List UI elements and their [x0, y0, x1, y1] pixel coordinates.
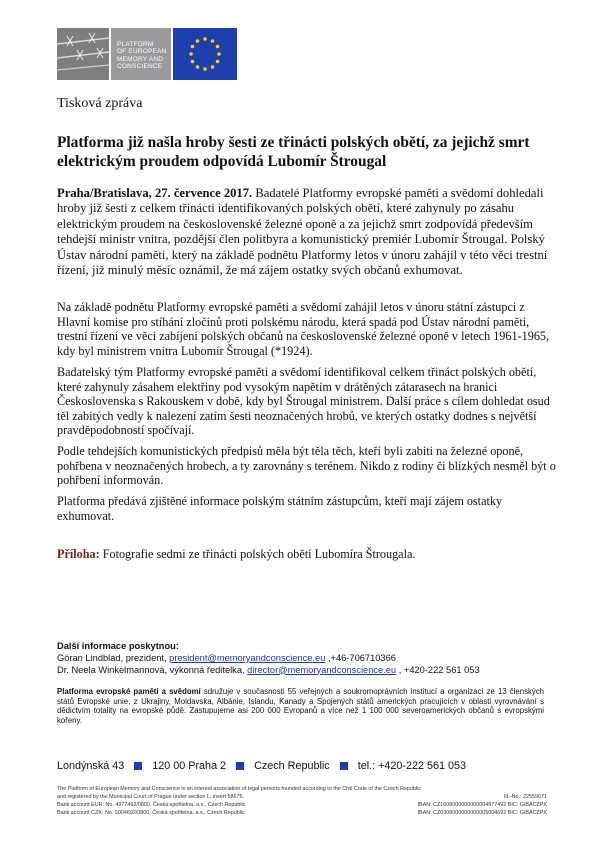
footer-row: and registered by the Municipal Court of Prague under section L, insert 58675. Id.-No.: 22559071	[57, 794, 547, 800]
barbed-wire-image	[57, 28, 109, 80]
lead-paragraph	[57, 186, 557, 278]
address-street: Londýnská 43	[57, 760, 125, 772]
footer-line: The Platform of European Memory and Conscience is an interest association of legal persons founded according to the Civil Code of the Czech Republic	[57, 786, 422, 792]
president-email-link[interactable]: president@memoryandconscience.eu	[169, 652, 326, 663]
address-city: 120 00 Praha 2	[152, 760, 227, 772]
body-paragraph: Badatelský tým Platformy evropské paměti a svědomí identifikoval celkem třináct polských obětí, které zahynuly zásahem elektřiny pod vysokým napětím v drátěných zátarasech na hranici Československa s Rakouskem v době, kdy byl Štrougal ministrem. Další práce s cílem dohledat osud těl zabitých vedly k nalezení zatím šesti neoznačených hrobů, ve kterých ostatky dodnes s největší pravděpodobností spočívají.	[57, 365, 550, 438]
about-platform	[57, 687, 544, 725]
address-phone: tel.: +420-222 561 053	[357, 760, 467, 772]
body-paragraph: Na základě podnětu Platformy evropské paměti a svědomí zahájil letos v únoru státní zástupci z Hlavní komise pro stíhání zločinů proti polskému národu, která spadá pod Ústav národní paměti, trestní řízení ve věci zabíjení polských občanů na československé železné oponě v letech 1961-1965, kdy byl ministrem vnitra Lubomír Štrougal (*1924).	[57, 300, 550, 358]
press-release-headline: Platforma již našla hroby šesti ze třinácti polských obětí, za jejichž smrt elektrickým proudem odpovídá Lubomír Štrougal	[57, 134, 530, 170]
separator-square-icon	[340, 762, 348, 770]
address-bar	[57, 760, 547, 772]
body-paragraph: Platforma předává zjištěné informace polským státním zástupcům, kteří mají zájem ostatky exhumovat.	[57, 494, 503, 523]
footer-row: Bank account EUR: No. 4977492/0800, Česká spořitelna, a.s., Czech Republic IBAN: CZ1608000000000004977492 BIC: GIBACZPX	[57, 802, 547, 808]
separator-square-icon	[134, 762, 142, 770]
dateline: Praha/Bratislava, 27. července 2017.	[57, 186, 253, 200]
logo-wordmark: PLATFORM OF EUROPEAN MEMORY AND CONSCIENCE	[111, 28, 171, 80]
about-text: sdružuje v současnosti 55 veřejných a soukromoprávních institucí a organizací ze 13 členských států Evropské unie, z Ukrajiny, Moldavska, Albánie, Islandu, Kanady a Spojených států amerických pracujících v oblasti vyrovnávání s dědictvím totality na evropské půdě. Zastupujeme asi 200 000 Evropanů a více než 1 100 000 severoamerických občanů s evropskými kořeny.	[57, 687, 544, 725]
body-paragraph: Podle tehdejších komunistických předpisů měla být těla těch, kteří byli zabiti na železné oponě, pohřbena v neoznačených hrobech, a ty zarovnány s terénem. Nikdo z rodiny či blízkých nesměl být o pohřbení informován.	[57, 444, 556, 488]
attachment-note	[57, 547, 557, 562]
contacts-block	[57, 641, 557, 676]
legal-footer	[57, 785, 547, 817]
contact-line: Dr. Neela Winkelmannová, výkonná ředitelka, director@memoryandconscience.eu , +420-222 561 053	[57, 664, 480, 675]
platform-logo	[57, 28, 237, 80]
address-country: Czech Republic	[254, 760, 330, 772]
eu-flag-icon	[173, 28, 237, 80]
contacts-header: Další informace poskytnou:	[57, 641, 179, 651]
about-org-name: Platforma evropské paměti a svědomí	[57, 687, 201, 696]
attachment-label: Příloha:	[57, 547, 100, 561]
document-type-label: Tisková zpráva	[57, 96, 143, 111]
director-email-link[interactable]: director@memoryandconscience.eu	[247, 664, 397, 675]
footer-row: Bank account CZK: No. 5004692/0800, Česká spořitelna, a.s., Czech Republic IBAN: CZ0308000000000005004692 BIC: GIBACZPX	[57, 810, 547, 816]
attachment-text: Fotografie sedmi ze třinácti polských obětí Lubomíra Štrougala.	[99, 547, 416, 561]
lead-text: Badatelé Platformy evropské paměti a svědomí dohledali hroby již šesti z celkem třinácti identifikovaných polských obětí, které zahynuly po zásahu elektrickým proudem na československé železné oponě a za jejichž smrt zodpovídá především tehdejší ministr vnitra, pozdější člen politbyra a komunistický premiér Lubomír Štrougal. Polský Ústav národní paměti, který na základě podnětu Platformy letos v únoru zahájil v této věci trestní řízení, již minulý měsíc oznámil, že má zájem ostatky svých občanů exhumovat.	[57, 186, 548, 278]
contact-line: Göran Lindblad, prezident, president@memoryandconscience.eu ,+46-706710366	[57, 652, 396, 663]
separator-square-icon	[236, 762, 244, 770]
